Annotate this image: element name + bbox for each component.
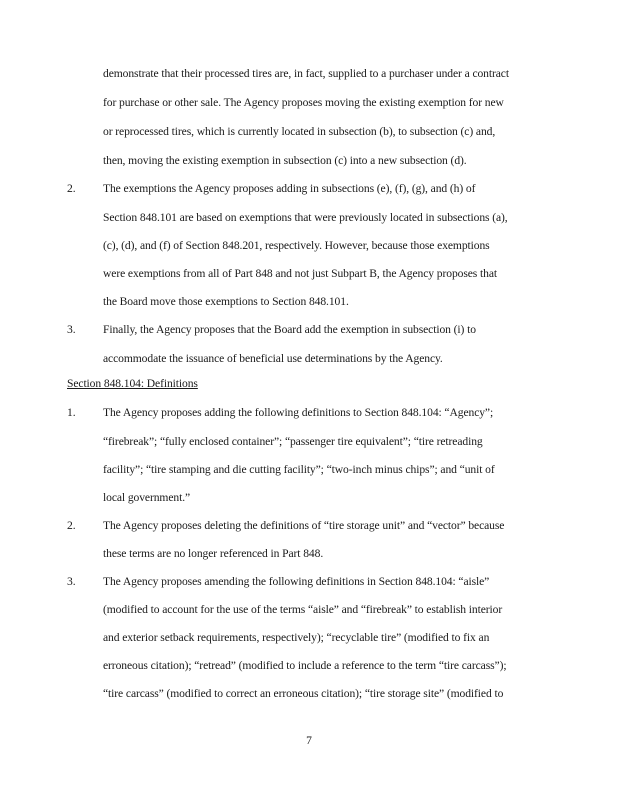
item2-line: were exemptions from all of Part 848 and not just Subpart B, the Agency proposes that [103, 267, 497, 280]
def2-line: these terms are no longer referenced in Part 848. [103, 547, 324, 560]
item2-line: (c), (d), and (f) of Section 848.201, respectively. However, because those exemptions [103, 239, 490, 252]
list-number: 3. [67, 323, 76, 336]
section-heading: Section 848.104: Definitions [67, 377, 198, 390]
item2-line: Section 848.101 are based on exemptions that were previously located in subsections (a), [103, 211, 508, 224]
def1-line: The Agency proposes adding the following definitions to Section 848.104: “Agency”; [103, 406, 494, 419]
list-number: 2. [67, 182, 76, 195]
item3-line: Finally, the Agency proposes that the Board add the exemption in subsection (i) to [103, 323, 476, 336]
list-number: 3. [67, 575, 76, 588]
item2-line: the Board move those exemptions to Section 848.101. [103, 295, 349, 308]
def1-line: local government.” [103, 491, 191, 504]
def1-line: facility”; “tire stamping and die cutting facility”; “two-inch minus chips”; and “unit of [103, 463, 495, 476]
list-number: 1. [67, 406, 76, 419]
def3-line: The Agency proposes amending the following definitions in Section 848.104: “aisle” [103, 575, 490, 588]
intro-line: demonstrate that their processed tires are, in fact, supplied to a purchaser under a contract [103, 67, 509, 80]
def3-line: (modified to account for the use of the terms “aisle” and “firebreak” to establish interior [103, 603, 503, 616]
list-number: 2. [67, 519, 76, 532]
item2-line: The exemptions the Agency proposes adding in subsections (e), (f), (g), and (h) of [103, 182, 476, 195]
def1-line: “firebreak”; “fully enclosed container”; “passenger tire equivalent”; “tire retreading [103, 435, 483, 448]
def2-line: The Agency proposes deleting the definitions of “tire storage unit” and “vector” because [103, 519, 505, 532]
item3-line: accommodate the issuance of beneficial use determinations by the Agency. [103, 352, 443, 365]
def3-line: and exterior setback requirements, respectively); “recyclable tire” (modified to fix an [103, 631, 490, 644]
def3-line: erroneous citation); “retread” (modified to include a reference to the term “tire carcass”); [103, 659, 507, 672]
intro-line: for purchase or other sale. The Agency proposes moving the existing exemption for new [103, 96, 504, 109]
intro-line: or reprocessed tires, which is currently located in subsection (b), to subsection (c) and, [103, 125, 496, 138]
def3-line: “tire carcass” (modified to correct an erroneous citation); “tire storage site” (modified to [103, 687, 504, 700]
page-number: 7 [306, 734, 312, 747]
intro-line: then, moving the existing exemption in subsection (c) into a new subsection (d). [103, 154, 467, 167]
